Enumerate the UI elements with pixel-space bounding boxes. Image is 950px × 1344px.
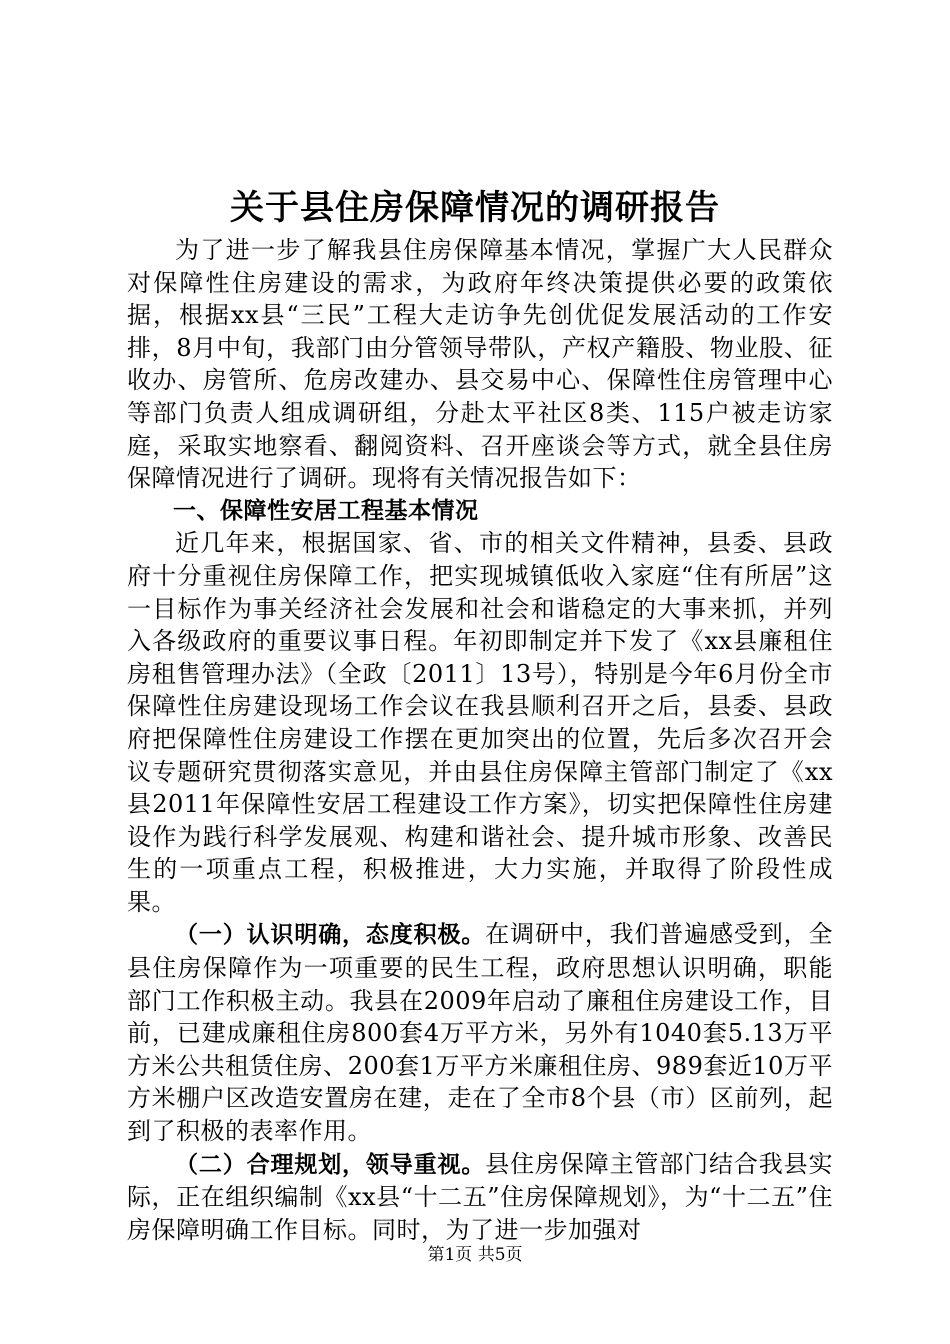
subsection-2-paragraph xyxy=(127,1148,833,1247)
subsection-1-paragraph xyxy=(127,918,833,1147)
document-body xyxy=(127,234,833,1246)
subsection-2-text: 县住房保障主管部门结合我县实际，正在组织编制《xx县“十二五”住房保障规划》，为“十二五”住房保障明确工作目标。同时，为了进一步加强对 xyxy=(127,1149,833,1244)
section-heading: 一、保障性安居工程基本情况 xyxy=(173,497,479,524)
document-title: 关于县住房保障情况的调研报告 xyxy=(230,188,720,228)
page-footer: 第1页 共5页 xyxy=(427,1245,523,1265)
section-paragraph: 近几年来，根据国家、省、市的相关文件精神，县委、县政府十分重视住房保障工作，把实现城镇低收入家庭“住有所居”这一目标作为事关经济社会发展和社会和谐稳定的大事来抓，并列入各级政府的重要议事日程。年初即制定并下发了《xx县廉租住房租售管理办法》（全政〔2011〕13号），特别是今年6月份全市保障性住房建设现场工作会议在我县顺利召开之后，县委、县政府把保障性住房建设工作摆在更加突出的位置，先后多次召开会议专题研究贯彻落实意见，并由县住房保障主管部门制定了《xx县2011年保障性安居工程建设工作方案》，切实把保障性住房建设作为践行科学发展观、构建和谐社会、提升城市形象、改善民生的一项重点工程，积极推进，大力实施，并取得了阶段性成果。 xyxy=(127,529,833,916)
subsection-1-text: 在调研中，我们普遍感受到，全县住房保障作为一项重要的民生工程，政府思想认识明确，职能部门工作积极主动。我县在2009年启动了廉租住房建设工作，目前，已建成廉租住房800套4万平方米，另外有1040套5.13万平方米公共租赁住房、200套1万平方米廉租住房、989套近10万平方米棚户区改造安置房在建，走在了全市8个县（市）区前列，起到了积极的表率作用。 xyxy=(127,920,833,1146)
subsection-1-heading: （一）认识明确，态度积极。 xyxy=(175,922,486,949)
intro-paragraph: 为了进一步了解我县住房保障基本情况，掌握广大人民群众对保障性住房建设的需求，为政府年终决策提供必要的政策依据，根据xx县“三民”工程大走访争先创优促发展活动的工作安排，8月中旬，我部门由分管领导带队，产权产籍股、物业股、征收办、房管所、危房改建办、县交易中心、保障性住房管理中心等部门负责人组成调研组，分赴太平社区8类、115户被走访家庭，采取实地察看、翻阅资料、召开座谈会等方式，就全县住房保障情况进行了调研。现将有关情况报告如下： xyxy=(127,236,833,493)
subsection-2-heading: （二）合理规划，领导重视。 xyxy=(175,1151,486,1178)
